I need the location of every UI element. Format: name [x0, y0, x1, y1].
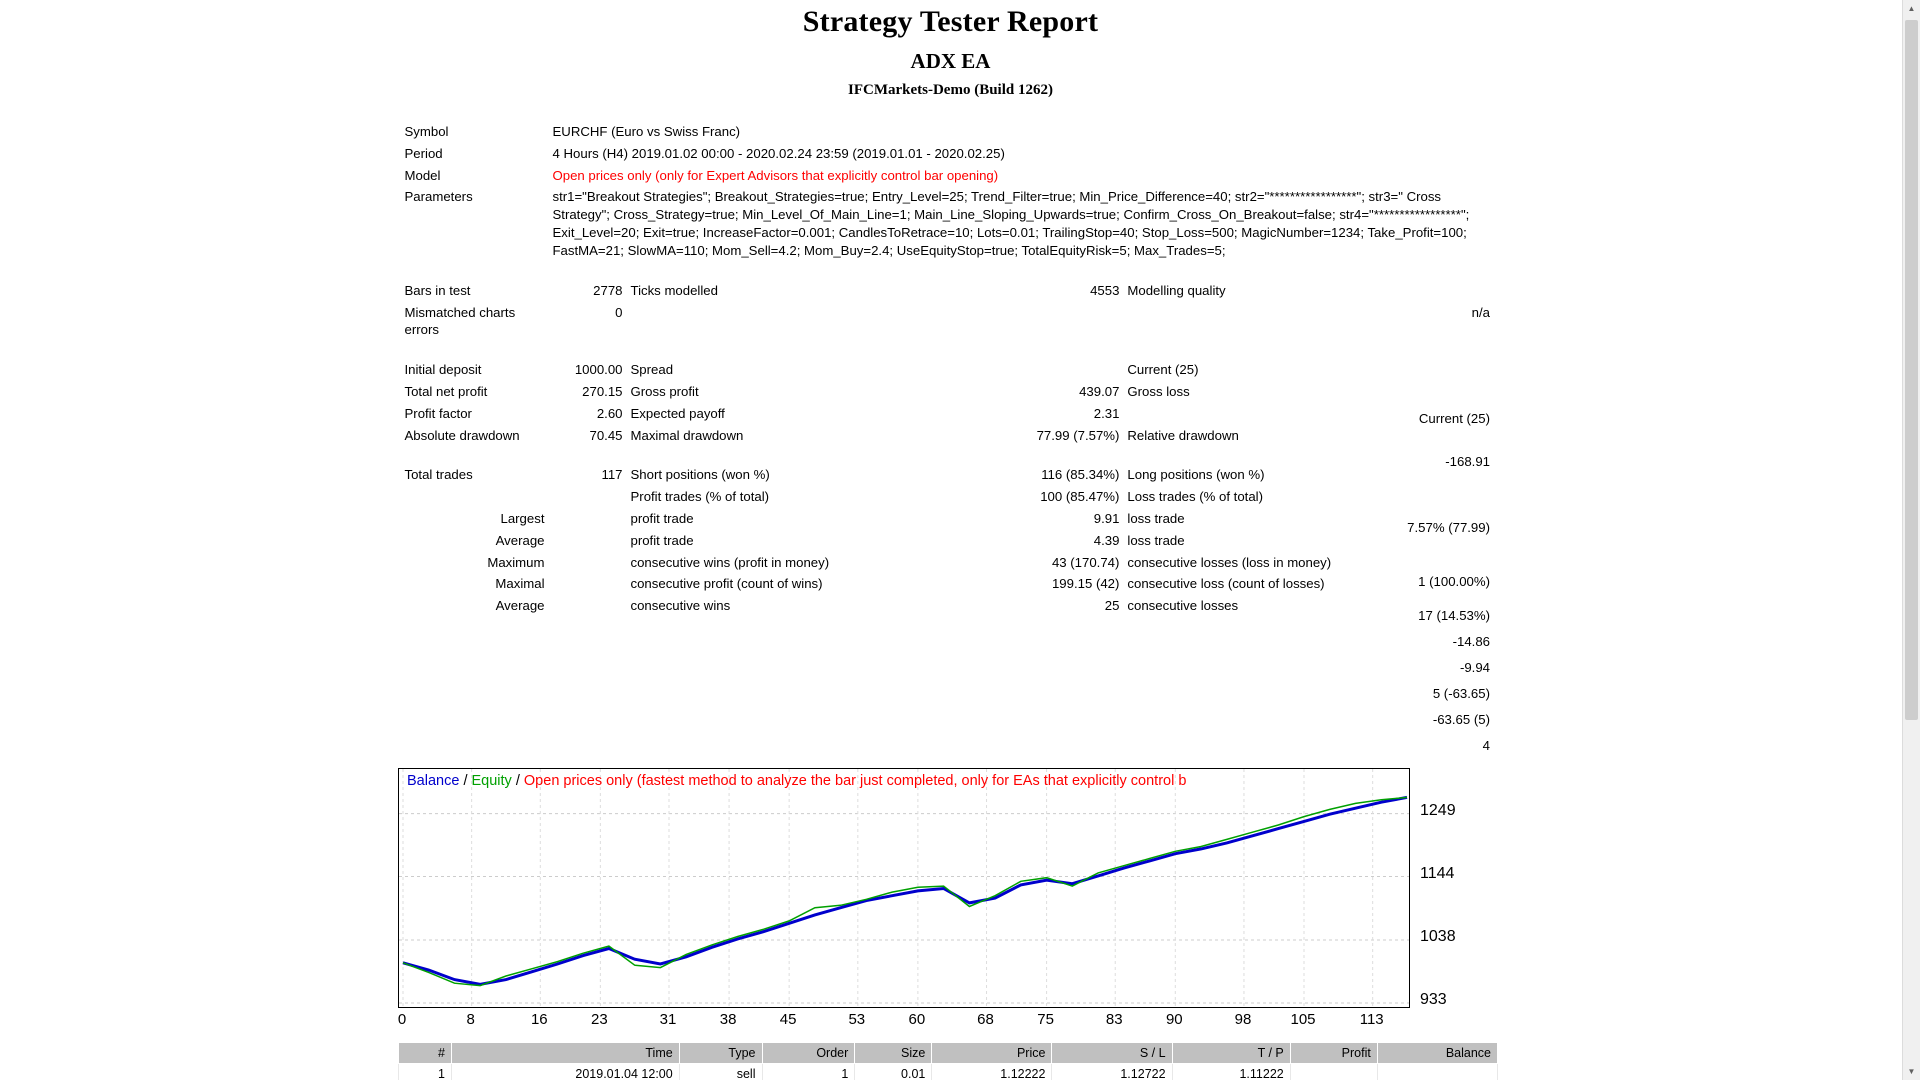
mismatched-value: 0	[615, 304, 623, 320]
table-column-header[interactable]: Profit	[1290, 1043, 1377, 1064]
scroll-up-arrow-icon[interactable]: ▲	[1903, 0, 1920, 17]
expected-payoff-value: 2.31	[1093, 405, 1120, 421]
legend-equity: Equity	[471, 773, 512, 789]
max-consecutive-losses-label: consecutive losses (loss in money)	[1127, 554, 1332, 570]
chart-x-tick: 83	[1105, 1011, 1123, 1028]
total-trades-value: 117	[601, 467, 623, 483]
row-net-profit	[401, 381, 1501, 403]
avg-consecutive-wins-label: consecutive wins	[630, 598, 731, 614]
maximal-spacer	[549, 573, 627, 595]
chart-x-tick: 53	[848, 1011, 866, 1028]
spacer	[401, 262, 1501, 280]
table-cell: 1.12722	[1052, 1064, 1172, 1080]
broker-build: IFCMarkets-Demo (Build 1262)	[848, 82, 1053, 98]
legend-sep-2: /	[515, 773, 520, 789]
profit-factor-value: 2.60	[596, 405, 623, 421]
row-parameters	[401, 186, 1501, 261]
maximal-drawdown-label: Maximal drawdown	[630, 427, 744, 443]
legend-sep-1: /	[463, 773, 468, 789]
chart-x-tick: 105	[1290, 1011, 1316, 1028]
largest-loss-trade-value: -14.86	[1452, 634, 1490, 649]
chart-y-tick: 1038	[1420, 928, 1456, 946]
maximum-label: Maximum	[487, 554, 545, 570]
chart-y-tick: 933	[1420, 991, 1447, 1008]
ticks-modelled-label: Ticks modelled	[630, 282, 718, 298]
maximal-consecutive-profit-value: 199.15 (42)	[1051, 576, 1120, 592]
short-positions-label: Short positions (won %)	[630, 467, 770, 483]
gross-profit-value: 439.07	[1079, 383, 1120, 399]
scroll-down-arrow-icon[interactable]: ▼	[1903, 1063, 1920, 1080]
table-column-header[interactable]: Size	[855, 1043, 932, 1064]
legend-model: Open prices only (fastest method to analyze the bar just completed, only for EAs that explicitly control b	[523, 773, 1187, 789]
loss-trades-value: 17 (14.53%)	[1418, 608, 1490, 623]
total-net-profit-label: Total net profit	[404, 383, 488, 399]
row-average2	[401, 595, 1501, 617]
chart-x-tick: 16	[530, 1011, 548, 1028]
maximal-consecutive-loss-value: -63.65 (5)	[1432, 712, 1490, 727]
table-column-header[interactable]: #	[399, 1043, 452, 1064]
short-positions-value: 116 (85.34%)	[1041, 467, 1120, 483]
row-largest	[401, 508, 1501, 530]
chart-x-tick: 113	[1359, 1011, 1384, 1028]
chart-x-tick: 75	[1037, 1011, 1054, 1028]
symbol-label: Symbol	[404, 124, 449, 139]
row-maximal	[401, 573, 1501, 595]
spacer	[401, 341, 1501, 359]
table-column-header[interactable]: Type	[679, 1043, 762, 1064]
maximal-consecutive-profit-label: consecutive profit (count of wins)	[630, 576, 823, 592]
avg-consecutive-losses-label: consecutive losses	[1127, 598, 1239, 614]
table-cell	[1290, 1064, 1377, 1080]
chart-x-tick: 23	[591, 1011, 608, 1028]
maximum-spacer	[549, 552, 627, 574]
gross-loss-label: Gross loss	[1127, 383, 1190, 399]
spacer	[401, 446, 1501, 464]
deals-table	[398, 1042, 1498, 1080]
table-column-header[interactable]: Order	[762, 1043, 855, 1064]
profit-factor-label: Profit factor	[404, 405, 472, 421]
equity-chart	[398, 768, 1410, 1008]
average-label: Average	[495, 532, 545, 548]
average-loss-trade-label: loss trade	[1127, 532, 1185, 548]
model-label: Model	[404, 167, 441, 183]
model-value: Open prices only (only for Expert Advisors that explicitly control bar opening)	[552, 167, 999, 183]
vertical-scrollbar[interactable]	[1902, 0, 1920, 1080]
spread-empty	[995, 359, 1123, 381]
chart-x-tick: 60	[908, 1011, 926, 1028]
table-header-row	[399, 1043, 1498, 1064]
period-label: Period	[404, 145, 443, 161]
max-consecutive-losses-value: 5 (-63.65)	[1432, 686, 1490, 701]
period-value: 4 Hours (H4) 2019.01.02 00:00 - 2020.02.24 23:59 (2019.01.01 - 2020.02.25)	[552, 145, 1005, 161]
profit-trades-spacer2	[549, 486, 627, 508]
table-body	[399, 1064, 1498, 1080]
largest-label: Largest	[500, 511, 545, 526]
bars-in-test-label: Bars in test	[404, 282, 471, 298]
spread-value: Current (25)	[1127, 362, 1199, 378]
row-model	[401, 165, 1501, 187]
average-profit-trade-value: 4.39	[1093, 532, 1120, 548]
table-cell: 1	[399, 1064, 452, 1080]
avg-consecutive-losses-value: 4	[1482, 738, 1490, 753]
total-net-profit-value: 270.15	[582, 383, 623, 399]
table-cell: 1	[762, 1064, 855, 1080]
spread-label: Spread	[630, 362, 674, 378]
avg-consecutive-wins-value: 25	[1104, 598, 1120, 614]
absolute-drawdown-label: Absolute drawdown	[404, 427, 520, 443]
relative-drawdown-label: Relative drawdown	[1127, 427, 1239, 443]
table-cell: 1.12222	[932, 1064, 1052, 1080]
row-profit-trades	[401, 486, 1501, 508]
relative-drawdown-value: 7.57% (77.99)	[1407, 520, 1490, 535]
gross-loss-value: -168.91	[1445, 454, 1490, 469]
long-positions-value: 1 (100.00%)	[1418, 574, 1490, 589]
table-cell: 2019.01.04 12:00	[452, 1064, 680, 1080]
table-column-header[interactable]: T / P	[1172, 1043, 1290, 1064]
average2-spacer	[549, 595, 627, 617]
row-drawdown	[401, 425, 1501, 447]
max-consecutive-wins-label: consecutive wins (profit in money)	[630, 554, 830, 570]
row-period	[401, 143, 1501, 165]
maximal-label: Maximal	[495, 576, 545, 592]
parameters-value: str1="Breakout Strategies"; Breakout_Strategies=true; Entry_Level=25; Trend_Filter=true; Min_Price_Difference=40; str2="*****************"; str3=" Cross Strategy"; Cross_Strategy=true; Min_Level_Of_Main_Line=1; Main_Line_Sloping_Upwards=true; Confirm_Cross_On_Breakout=false; str4="*****************"; Exit_Level=20; Exit=true; IncreaseFactor=0.001; CandlesToRetrace=10; Lots=0.01; TrailingStop=40; Stop_Loss=500; MagicNumber=1234; Take_Profit=100; FastMA=21; SlowMA=110; Mom_Sell=4.2; Mom_Buy=2.4; UseEquityStop=true; TotalEquityRisk=5; Max_Trades=5;	[552, 189, 1470, 258]
chart-plot	[399, 769, 1409, 1007]
table-cell	[1377, 1064, 1497, 1080]
profit-trades-label: Profit trades (% of total)	[630, 489, 770, 505]
average2-label: Average	[495, 598, 545, 614]
table-column-header[interactable]: Price	[932, 1043, 1052, 1064]
chart-x-tick: 68	[977, 1011, 994, 1028]
ticks-modelled-value: 4553	[1090, 282, 1120, 298]
chart-x-axis	[398, 1011, 1410, 1035]
table-cell: 0.01	[855, 1064, 932, 1080]
row-profit-factor	[401, 403, 1501, 425]
average-spacer	[549, 530, 627, 552]
gross-profit-label: Gross profit	[630, 383, 699, 399]
page-title: Strategy Tester Report	[802, 5, 1099, 38]
chart-x-tick: 8	[466, 1011, 475, 1028]
row-bars-ticks-quality	[401, 280, 1501, 302]
chart-x-tick: 38	[719, 1011, 737, 1028]
table-cell: sell	[679, 1064, 762, 1080]
largest-profit-trade-value: 9.91	[1093, 511, 1120, 526]
max-consecutive-wins-value: 43 (170.74)	[1051, 554, 1120, 570]
row-total-trades	[401, 464, 1501, 486]
table-cell: 1.11222	[1172, 1064, 1290, 1080]
average-profit-trade-label: profit trade	[630, 532, 694, 548]
table-row[interactable]	[399, 1064, 1498, 1080]
symbol-value: EURCHF (Euro vs Swiss Franc)	[552, 124, 741, 139]
row-symbol	[401, 121, 1501, 143]
table-column-header[interactable]: S / L	[1052, 1043, 1172, 1064]
report-table	[401, 121, 1501, 617]
row-maximum	[401, 552, 1501, 574]
loss-trades-label: Loss trades (% of total)	[1127, 489, 1264, 505]
maximal-drawdown-value: 77.99 (7.57%)	[1036, 427, 1120, 443]
chart-x-tick: 90	[1165, 1011, 1183, 1028]
chart-x-tick: 98	[1234, 1011, 1252, 1028]
equity-chart-wrapper	[398, 768, 1498, 1035]
largest-loss-trade-label: loss trade	[1127, 511, 1185, 526]
mismatched-label: Mismatched charts errors	[404, 304, 516, 338]
chart-y-tick: 1249	[1420, 801, 1456, 819]
largest-profit-trade-label: profit trade	[630, 511, 694, 526]
initial-deposit-label: Initial deposit	[404, 362, 482, 378]
modelling-quality-label: Modelling quality	[1127, 282, 1226, 298]
total-trades-label: Total trades	[404, 467, 473, 483]
row-average	[401, 530, 1501, 552]
profit-trades-value: 100 (85.47%)	[1040, 489, 1120, 505]
table-column-header[interactable]: Time	[452, 1043, 680, 1064]
bars-in-test-value: 2778	[593, 282, 623, 298]
scrollbar-thumb[interactable]	[1905, 20, 1918, 720]
profit-trades-spacer	[401, 486, 549, 508]
chart-y-axis	[1414, 768, 1494, 1008]
initial-deposit-value: 1000.00	[574, 362, 623, 378]
chart-y-tick: 1144	[1420, 864, 1455, 882]
parameters-label: Parameters	[404, 189, 473, 205]
absolute-drawdown-value: 70.45	[589, 427, 623, 443]
chart-x-tick: 45	[779, 1011, 797, 1028]
average-loss-trade-value: -9.94	[1459, 660, 1490, 675]
row-mismatched	[401, 302, 1501, 342]
row-deposit-spread	[401, 359, 1501, 381]
chart-x-tick: 31	[659, 1011, 677, 1028]
expected-payoff-label: Expected payoff	[630, 405, 725, 421]
legend-balance: Balance	[407, 773, 460, 789]
chart-x-tick: 0	[397, 1011, 407, 1028]
table-column-header[interactable]: Balance	[1377, 1043, 1497, 1064]
modelling-quality-value: n/a	[1471, 305, 1490, 320]
maximal-consecutive-loss-label: consecutive loss (count of losses)	[1127, 576, 1325, 592]
spread-value-right: Current (25)	[1418, 411, 1490, 426]
largest-spacer	[549, 508, 627, 530]
long-positions-label: Long positions (won %)	[1127, 467, 1265, 483]
ea-name: ADX EA	[910, 49, 991, 73]
chart-legend	[407, 773, 1186, 789]
